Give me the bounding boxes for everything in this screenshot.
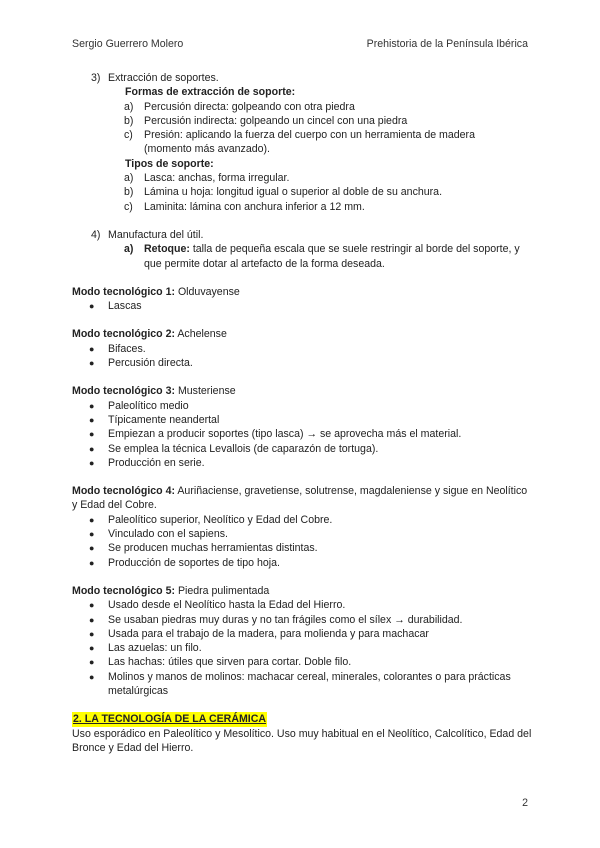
bullet-icon: ● (89, 671, 95, 682)
list-item (72, 641, 532, 655)
header-author: Sergio Guerrero Molero (72, 38, 184, 50)
list-text: Percusión directa: golpeando con otra piedra (144, 100, 355, 113)
list-item (72, 171, 532, 185)
list-item (72, 100, 532, 114)
modo-label: Modo tecnológico 1: (72, 285, 175, 298)
list-item (72, 670, 532, 699)
list-text: Lámina u hoja: longitud igual o superior al doble de su anchura. (144, 186, 443, 199)
list-item (72, 598, 532, 612)
bullet-icon: ● (89, 343, 95, 354)
list-text: Presión: aplicando la fuerza del cuerpo con un herramienta de madera (momento más avanzado). (144, 129, 475, 156)
list-item (72, 627, 532, 641)
page-number: 2 (522, 797, 528, 809)
bullet-text: Se emplea la técnica Levallois (de caparazón de tortuga). (108, 442, 379, 455)
list-item (72, 399, 532, 413)
bullet-icon: ● (89, 543, 95, 554)
section-2-title: 2. LA TECNOLOGÍA DE LA CERÁMICA (73, 713, 267, 726)
list-item (72, 356, 532, 370)
bullet-icon: ● (89, 429, 95, 440)
bullet-text: Lascas (108, 300, 142, 313)
bullet-text: Se usaban piedras muy duras y no tan frágiles como el sílex → durabilidad. (108, 613, 463, 626)
list-item (72, 655, 532, 669)
bullet-icon: ● (89, 643, 95, 654)
bullet-text: Paleolítico superior, Neolítico y Edad del Cobre. (108, 513, 333, 526)
bullet-icon: ● (89, 628, 95, 639)
modo-label: Modo tecnológico 2: (72, 328, 175, 341)
section-2-text: Uso esporádico en Paleolítico y Mesolítico. Uso muy habitual en el Neolítico, Calcolítico, Edad del Bronce y Edad del Hierro. (72, 727, 532, 754)
list-item (72, 427, 532, 441)
list-text: Lasca: anchas, forma irregular. (144, 172, 290, 185)
bullet-text: Producción de soportes de tipo hoja. (108, 556, 280, 569)
bullet-icon: ● (89, 514, 95, 525)
modo-heading-2 (72, 327, 532, 341)
modo-value: Musteriense (175, 385, 236, 398)
bullet-text: Usado desde el Neolítico hasta la Edad del Hierro. (108, 599, 346, 612)
bullet-icon: ● (89, 414, 95, 425)
list-item (72, 413, 532, 427)
page-content (72, 71, 532, 755)
list-letter: b) (124, 186, 134, 199)
modo-heading-3 (72, 384, 532, 398)
numbered-item-4 (72, 228, 532, 242)
bullet-icon: ● (89, 614, 95, 625)
bullet-icon: ● (89, 600, 95, 611)
modo-2-list (72, 342, 532, 371)
bullet-text: Vinculado con el sapiens. (108, 528, 228, 541)
bullet-text: Bifaces. (108, 342, 146, 355)
list-letter: c) (124, 129, 133, 142)
modo-heading-1 (72, 285, 532, 299)
modo-heading-5 (72, 584, 532, 598)
item-text: Manufactura del útil. (108, 228, 204, 241)
list-item (72, 114, 532, 128)
bullet-text: Las hachas: útiles que sirven para cortar. Doble filo. (108, 656, 352, 669)
bullet-icon: ● (89, 400, 95, 411)
list-text: Laminita: lámina con anchura inferior a 12 mm. (144, 200, 365, 213)
list-letter: a) (124, 100, 134, 113)
numbered-item-3 (72, 71, 532, 85)
item-number: 4) (91, 228, 101, 241)
retoque-label: Retoque: (144, 243, 190, 256)
bullet-icon: ● (89, 557, 95, 568)
bullet-text: Empiezan a producir soportes (tipo lasca) → se aprovecha más el material. (108, 428, 462, 441)
retoque-item (72, 242, 532, 271)
list-item (72, 456, 532, 470)
tipos-heading: Tipos de soporte: (125, 157, 214, 170)
section-2-heading-row (72, 712, 532, 726)
modo-value: Olduvayense (175, 285, 240, 298)
bullet-icon: ● (89, 301, 95, 312)
bullet-text: Percusión directa. (108, 357, 193, 370)
modo-value: Auriñaciense, gravetiense, solutrense, magdaleniense y sigue en Neolítico y Edad del Cobre. (72, 485, 528, 512)
modo-1-list (72, 299, 532, 313)
list-item (72, 442, 532, 456)
list-letter: a) (124, 243, 134, 256)
bullet-icon: ● (89, 657, 95, 668)
modo-heading-4 (72, 484, 532, 513)
modo-label: Modo tecnológico 5: (72, 584, 175, 597)
list-item (72, 541, 532, 555)
list-letter: c) (124, 200, 133, 213)
list-letter: b) (124, 114, 134, 127)
formas-heading: Formas de extracción de soporte: (125, 86, 296, 99)
list-item (72, 613, 532, 627)
item-number: 3) (91, 72, 101, 84)
bullet-text: Producción en serie. (108, 456, 205, 469)
list-letter: a) (124, 172, 134, 185)
bullet-icon: ● (89, 457, 95, 468)
bullet-text: Paleolítico medio (108, 399, 189, 412)
list-item (72, 128, 532, 157)
list-item (72, 299, 532, 313)
bullet-text: Molinos y manos de molinos: machacar cereal, minerales, colorantes o para prácticas metalúrgicas (108, 670, 511, 697)
bullet-icon: ● (89, 358, 95, 369)
list-text: Percusión indirecta: golpeando un cincel con una piedra (144, 114, 408, 127)
list-item (72, 556, 532, 570)
bullet-text: Se producen muchas herramientas distintas. (108, 542, 318, 555)
list-item (72, 513, 532, 527)
modo-label: Modo tecnológico 4: (72, 485, 175, 498)
modo-label: Modo tecnológico 3: (72, 385, 175, 398)
list-item (72, 185, 532, 199)
bullet-icon: ● (89, 529, 95, 540)
modo-5-list (72, 598, 532, 698)
modo-value: Piedra pulimentada (175, 584, 270, 597)
bullet-text: Típicamente neandertal (108, 413, 220, 426)
modo-4-list (72, 513, 532, 570)
modo-3-list (72, 399, 532, 470)
modo-value: Achelense (175, 328, 227, 341)
list-item (72, 342, 532, 356)
list-item (72, 200, 532, 214)
bullet-text: Las azuelas: un filo. (108, 642, 202, 655)
list-item (72, 527, 532, 541)
retoque-text: talla de pequeña escala que se suele restringir al borde del soporte, y que permite dotar al artefacto de la forma deseada. (144, 243, 520, 270)
header-course: Prehistoria de la Península Ibérica (366, 38, 528, 50)
item-text: Extracción de soportes. (108, 72, 219, 84)
bullet-icon: ● (89, 443, 95, 454)
bullet-text: Usada para el trabajo de la madera, para molienda y para machacar (108, 627, 429, 640)
